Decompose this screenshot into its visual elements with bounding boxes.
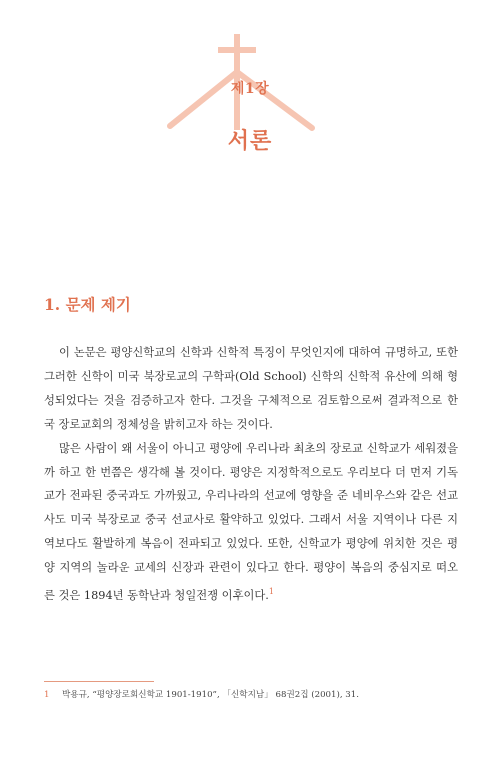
chapter-number: 제1장 <box>230 81 270 97</box>
paragraph <box>44 437 458 608</box>
paragraph: 이 논문은 평양신학교의 신학과 신학적 특징이 무엇인지에 대하여 규명하고, 또한 그러한 신학이 미국 북장로교의 구학파(Old School) 신학의 신학적 유산에 의해 형성되었다는 것을 검증하고자 한다. 그것을 구체적으로 검토함으로써 결과적으로 한국 장로교회의 정체성을 밝히고자 하는 것이다. <box>44 346 458 431</box>
section-heading: 1. 문제 제기 <box>44 295 131 314</box>
cross-ornament-icon <box>0 0 500 200</box>
chapter-title: 서론 <box>227 128 273 154</box>
footnote-text: 박용규, “평양장로회신학교 1901-1910”, 「신학지남」 68권2집 (2001), 31. <box>62 690 359 700</box>
footnote-number: 1 <box>44 690 50 700</box>
body-text <box>44 341 458 608</box>
footnote-reference[interactable]: 1 <box>268 587 274 597</box>
paragraph-text: 많은 사람이 왜 서울이 아니고 평양에 우리나라 최초의 장로교 신학교가 세워졌을까 하고 한 번쯤은 생각해 볼 것이다. 평양은 지정학적으로도 우리보다 더 먼저 기독교가 전파된 중국과도 가까웠고, 우리나라의 선교에 영향을 준 네비우스와 같은 선교사도 미국 북장로교 중국 선교사로 활약하고 있었다. 그래서 서울 지역이나 다른 지역보다도 활발하게 복음이 전파되고 있었다. 또한, 신학교가 평양에 위치한 것은 평양 지역의 놀라운 교세의 신장과 관련이 있다고 한다. 평양이 복음의 중심지로 떠오른 것은 1894년 동학난과 청일전쟁 이후이다. <box>44 441 458 603</box>
footnote <box>44 688 464 702</box>
footnote-divider <box>44 681 154 682</box>
